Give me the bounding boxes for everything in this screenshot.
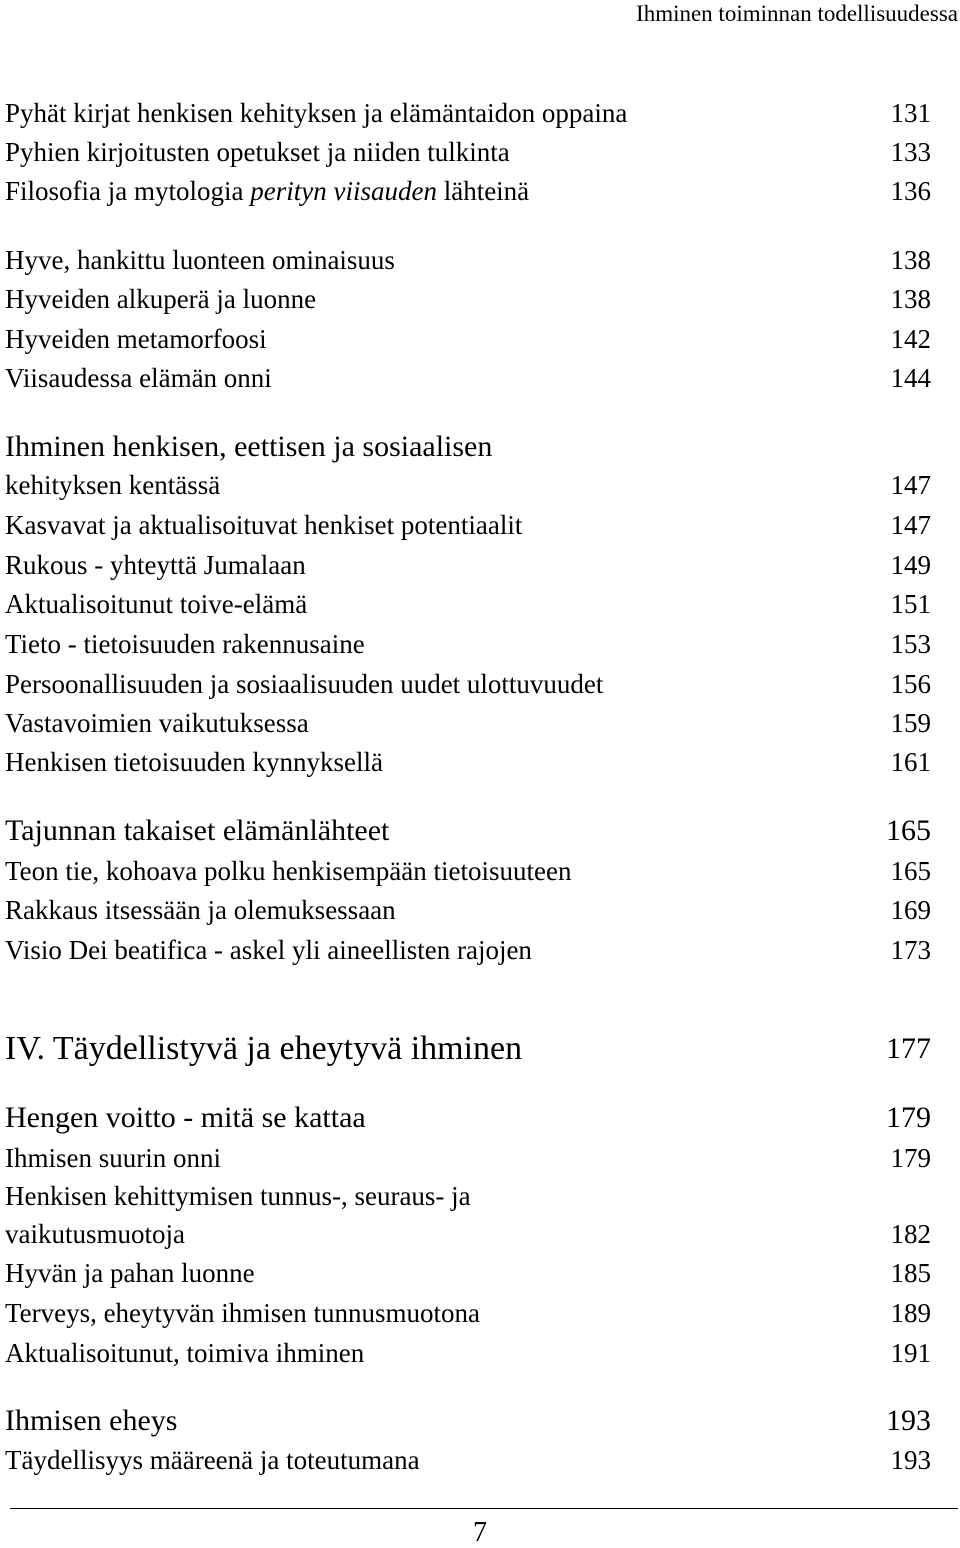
toc-entry-title: Henkisen kehittymisen tunnus-, seuraus- ja	[5, 1181, 471, 1211]
toc-entry-title: IV. Täydellistyvä ja eheytyvä ihminen	[5, 1030, 523, 1067]
toc-entry	[5, 96, 931, 130]
toc-entry-title: Täydellisyys määreenä ja toteutumana	[5, 1445, 420, 1475]
toc-entry-title: Visio Dei beatifica - askel yli aineellisten rajojen	[5, 935, 532, 965]
toc-entry-title: Viisaudessa elämän onni	[5, 363, 272, 393]
toc-part-heading	[5, 1028, 931, 1070]
toc-entry	[5, 322, 931, 356]
toc-entry-page: 147	[890, 510, 931, 540]
toc-entry-page: 169	[890, 895, 931, 925]
toc-entry	[5, 812, 931, 850]
footer-rule	[10, 1508, 958, 1509]
toc-entry-page: 159	[890, 708, 931, 738]
toc-entry-title: Rakkaus itsessään ja olemuksessaan	[5, 895, 396, 925]
toc-entry-page: 161	[890, 747, 931, 777]
toc-entry	[5, 508, 931, 542]
toc-entry	[5, 745, 931, 779]
toc-entry	[5, 1256, 931, 1290]
toc-entry	[5, 1296, 931, 1330]
toc-entry-title: Terveys, eheytyvän ihmisen tunnusmuotona	[5, 1298, 481, 1328]
toc-entry-page: 156	[890, 669, 931, 699]
toc-entry-title: Pyhien kirjoitusten opetukset ja niiden tulkinta	[5, 137, 510, 167]
toc-entry-page: 179	[890, 1143, 931, 1173]
toc-entry-page: 144	[890, 363, 931, 393]
toc-entry-title: Hyvän ja pahan luonne	[5, 1258, 255, 1288]
toc-entry-page: 165	[886, 814, 931, 847]
toc-entry-title: Aktualisoitunut toive-elämä	[5, 589, 308, 619]
toc-entry-page: 138	[890, 284, 931, 314]
toc-entry-page: 193	[890, 1445, 931, 1475]
toc-entry	[5, 854, 931, 888]
toc-entry	[5, 1099, 931, 1137]
toc-entry	[5, 1217, 931, 1251]
toc-entry	[5, 933, 931, 967]
toc-entry	[5, 1402, 931, 1440]
toc-entry-title: Pyhät kirjat henkisen kehityksen ja elämäntaidon oppaina	[5, 98, 628, 128]
toc-entry-title: kehityksen kentässä	[5, 470, 221, 500]
toc-entry	[5, 428, 931, 466]
toc-entry	[5, 893, 931, 927]
toc-entry-title: Ihminen henkisen, eettisen ja sosiaalisen	[5, 430, 493, 463]
toc-entry-title-part: lähteinä	[436, 176, 530, 206]
toc-entry	[5, 1336, 931, 1370]
toc-entry-page: 177	[886, 1032, 931, 1065]
toc-entry-title: vaikutusmuotoja	[5, 1219, 185, 1249]
toc-entry-page: 193	[886, 1404, 931, 1437]
toc-entry-title: Teon tie, kohoava polku henkisempään tietoisuuteen	[5, 856, 572, 886]
toc-entry	[5, 627, 931, 661]
toc-entry-page: 153	[890, 629, 931, 659]
toc-entry	[5, 174, 931, 208]
toc-entry-page: 165	[890, 856, 931, 886]
toc-entry	[5, 135, 931, 169]
toc-entry-page: 142	[890, 324, 931, 354]
toc-entry	[5, 1443, 931, 1477]
toc-entry-title: Hyveiden alkuperä ja luonne	[5, 284, 317, 314]
toc-entry-title: Henkisen tietoisuuden kynnyksellä	[5, 747, 383, 777]
toc-entry-page: 149	[890, 550, 931, 580]
toc-entry-title: Kasvavat ja aktualisoituvat henkiset potentiaalit	[5, 510, 523, 540]
toc-entry-page: 138	[890, 245, 931, 275]
toc-entry-title: Hengen voitto - mitä se kattaa	[5, 1101, 366, 1134]
toc-entry	[5, 1179, 931, 1213]
toc-entry-title-part: Filosofia ja mytologia	[5, 176, 251, 206]
toc-entry-page: 179	[886, 1101, 931, 1134]
toc-entry-title: Persoonallisuuden ja sosiaalisuuden uudet ulottuvuudet	[5, 669, 604, 699]
toc-entry	[5, 587, 931, 621]
toc-entry-page: 133	[890, 137, 931, 167]
toc-entry-page: 147	[890, 470, 931, 500]
toc-entry	[5, 1141, 931, 1175]
toc-entry-title: Ihmisen eheys	[5, 1404, 178, 1437]
running-header: Ihminen toiminnan todellisuudessa	[636, 1, 958, 26]
toc-entry-page: 185	[890, 1258, 931, 1288]
toc-entry-page: 191	[890, 1338, 931, 1368]
toc-entry-title: Aktualisoitunut, toimiva ihminen	[5, 1338, 365, 1368]
toc-entry-page: 136	[890, 176, 931, 206]
page-number: 7	[473, 1517, 487, 1548]
toc-entry-title: Tieto - tietoisuuden rakennusaine	[5, 629, 365, 659]
toc-entry-title: Vastavoimien vaikutuksessa	[5, 708, 309, 738]
toc-entry-title: Hyve, hankittu luonteen ominaisuus	[5, 245, 395, 275]
toc-entry-page: 173	[890, 935, 931, 965]
toc-entry-page: 131	[890, 98, 931, 128]
toc-entry-page: 151	[890, 589, 931, 619]
toc-entry-title: Ihmisen suurin onni	[5, 1143, 221, 1173]
toc-entry	[5, 548, 931, 582]
toc-entry-title: Tajunnan takaiset elämänlähteet	[5, 814, 390, 847]
toc-entry	[5, 706, 931, 740]
toc-entry-title-italic: perityn viisauden	[250, 176, 437, 206]
toc-entry	[5, 243, 931, 277]
toc-entry	[5, 667, 931, 701]
toc-entry	[5, 361, 931, 395]
toc-entry-page: 189	[890, 1298, 931, 1328]
toc-entry	[5, 282, 931, 316]
toc-entry-page: 182	[890, 1219, 931, 1249]
toc-entry-title	[5, 174, 529, 208]
toc-entry-title: Hyveiden metamorfoosi	[5, 324, 267, 354]
toc-entry	[5, 468, 931, 502]
toc-entry-title: Rukous - yhteyttä Jumalaan	[5, 550, 306, 580]
